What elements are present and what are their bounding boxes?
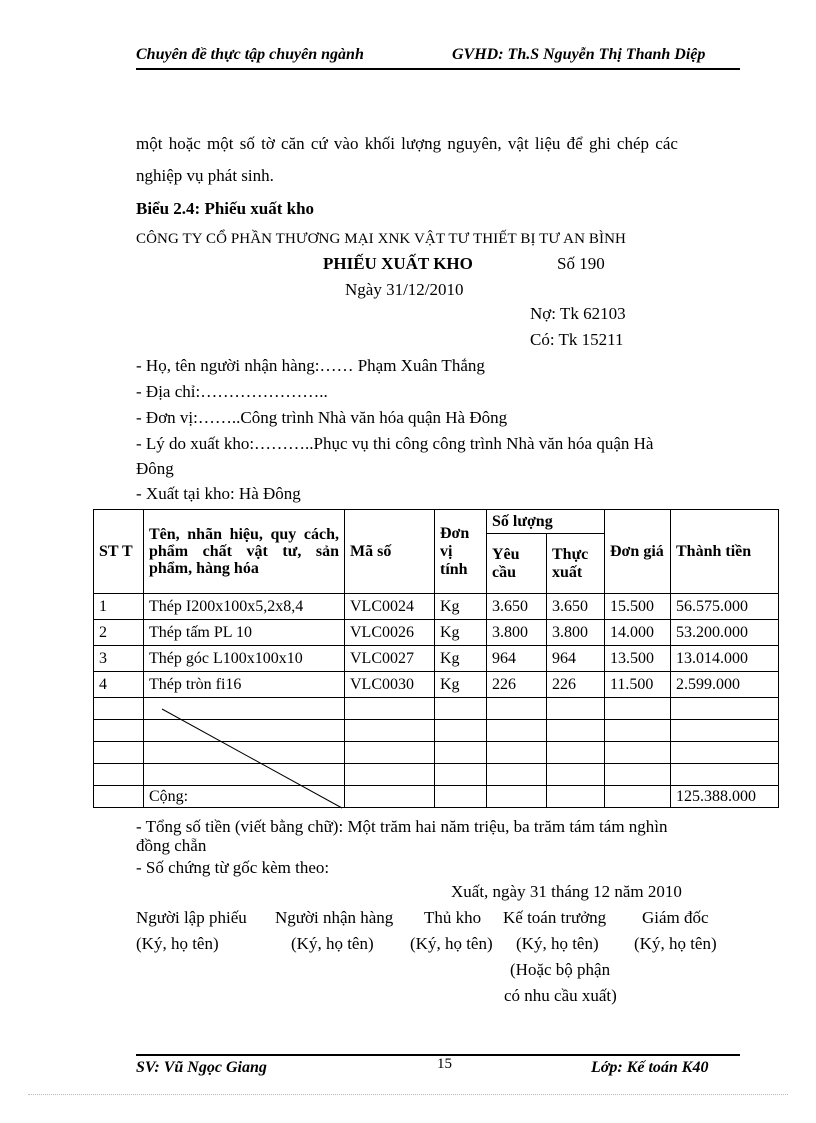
header-right: GVHD: Th.S Nguyễn Thị Thanh Diệp [452, 46, 706, 63]
cell-unit-price: 13.500 [605, 646, 671, 672]
slip-date: Ngày 31/12/2010 [345, 280, 464, 299]
intro-line-2: nghiệp vụ phát sinh. [136, 166, 274, 185]
cell-unit: Kg [435, 594, 487, 620]
signer-storekeeper-note: (Ký, họ tên) [410, 934, 493, 953]
cell-item-name: Thép tròn fi16 [144, 672, 345, 698]
signer-preparer-role: Người lập phiếu [136, 908, 247, 927]
page-bottom-edge [28, 1094, 788, 1095]
header-unit-price: Đơn giá [605, 510, 671, 594]
cell-actual: 226 [547, 672, 605, 698]
signer-storekeeper-role: Thủ kho [424, 908, 482, 927]
cell-requested: 964 [487, 646, 547, 672]
signer-director-role: Giám đốc [642, 908, 709, 927]
attached-documents: - Số chứng từ gốc kèm theo: [136, 858, 330, 877]
total-in-words-line-1: - Tổng số tiền (viết bằng chữ): Một trăm hai năm triệu, ba trăm tám tám nghìn [136, 817, 668, 836]
signer-chief-accountant-extra-2: có nhu cầu xuất) [504, 986, 617, 1005]
warehouse-field: - Xuất tại kho: Hà Đông [136, 484, 301, 503]
cell-item-name: Thép góc L100x100x10 [144, 646, 345, 672]
cell-stt: 4 [94, 672, 144, 698]
total-in-words-line-2: đồng chẵn [136, 836, 207, 855]
cell-amount: 56.575.000 [671, 594, 779, 620]
total-amount: 125.388.000 [671, 786, 779, 808]
cell-unit: Kg [435, 672, 487, 698]
page-number: 15 [437, 1056, 452, 1072]
cell-item-name: Thép I200x100x5,2x8,4 [144, 594, 345, 620]
slip-number: Số 190 [557, 254, 605, 273]
cell-code: VLC0030 [345, 672, 435, 698]
cell-amount: 13.014.000 [671, 646, 779, 672]
footer-class: Lớp: Kế toán K40 [591, 1059, 709, 1076]
signer-chief-accountant-extra-1: (Hoặc bộ phận [510, 960, 611, 979]
slip-debit-account: Nợ: Tk 62103 [530, 304, 626, 323]
cell-unit-price: 11.500 [605, 672, 671, 698]
cell-requested: 3.800 [487, 620, 547, 646]
issue-place-date: Xuất, ngày 31 tháng 12 năm 2010 [451, 882, 682, 901]
header-actual: Thực xuất [547, 534, 605, 594]
cell-requested: 226 [487, 672, 547, 698]
unit-field: - Đơn vị:……..Công trình Nhà văn hóa quận Hà Đông [136, 408, 508, 427]
address-field: - Địa chỉ:………………….. [136, 382, 328, 401]
header-stt: ST T [94, 510, 144, 594]
slip-credit-account: Có: Tk 15211 [530, 330, 624, 349]
header-quantity: Số lượng [487, 510, 605, 534]
cell-actual: 964 [547, 646, 605, 672]
header-amount: Thành tiền [671, 510, 779, 594]
signer-chief-accountant-role: Kế toán trưởng [503, 908, 607, 927]
total-label: Cộng: [144, 786, 345, 808]
signer-receiver-note: (Ký, họ tên) [291, 934, 374, 953]
footer-student: SV: Vũ Ngọc Giang [136, 1059, 267, 1076]
cell-amount: 2.599.000 [671, 672, 779, 698]
cell-code: VLC0027 [345, 646, 435, 672]
cell-stt: 2 [94, 620, 144, 646]
cell-unit: Kg [435, 646, 487, 672]
header-item-name: Tên, nhãn hiệu, quy cách, phẩm chất vật tư, sản phẩm, hàng hóa [144, 510, 345, 594]
cell-stt: 1 [94, 594, 144, 620]
reason-field-line-2: Đông [136, 459, 174, 478]
cell-stt: 3 [94, 646, 144, 672]
cell-unit-price: 15.500 [605, 594, 671, 620]
cell-requested: 3.650 [487, 594, 547, 620]
receiver-field: - Họ, tên người nhận hàng:…… Phạm Xuân Thắng [136, 356, 485, 375]
section-title: Biểu 2.4: Phiếu xuất kho [136, 199, 315, 218]
header-code: Mã số [345, 510, 435, 594]
cell-code: VLC0026 [345, 620, 435, 646]
header-requested: Yêu cầu [487, 534, 547, 594]
cell-amount: 53.200.000 [671, 620, 779, 646]
cell-actual: 3.800 [547, 620, 605, 646]
cell-item-name: Thép tấm PL 10 [144, 620, 345, 646]
cell-unit-price: 14.000 [605, 620, 671, 646]
signer-chief-accountant-note: (Ký, họ tên) [516, 934, 599, 953]
header-left: Chuyên đề thực tập chuyên ngành [136, 46, 364, 63]
cell-actual: 3.650 [547, 594, 605, 620]
slip-title: PHIẾU XUẤT KHO [323, 254, 473, 273]
cell-code: VLC0024 [345, 594, 435, 620]
intro-line-1: một hoặc một số tờ căn cứ vào khối lượng nguyên, vật liệu để ghi chép các [136, 134, 678, 153]
cell-unit: Kg [435, 620, 487, 646]
header-unit: Đơn vị tính [435, 510, 487, 594]
company-name: CÔNG TY CỔ PHẦN THƯƠNG MẠI XNK VẬT TƯ THIẾT BỊ TƯ AN BÌNH [136, 231, 626, 247]
signer-preparer-note: (Ký, họ tên) [136, 934, 219, 953]
signer-director-note: (Ký, họ tên) [634, 934, 717, 953]
reason-field-line-1: - Lý do xuất kho:………..Phục vụ thi công công trình Nhà văn hóa quận Hà [136, 434, 654, 453]
signer-receiver-role: Người nhận hàng [275, 908, 394, 927]
